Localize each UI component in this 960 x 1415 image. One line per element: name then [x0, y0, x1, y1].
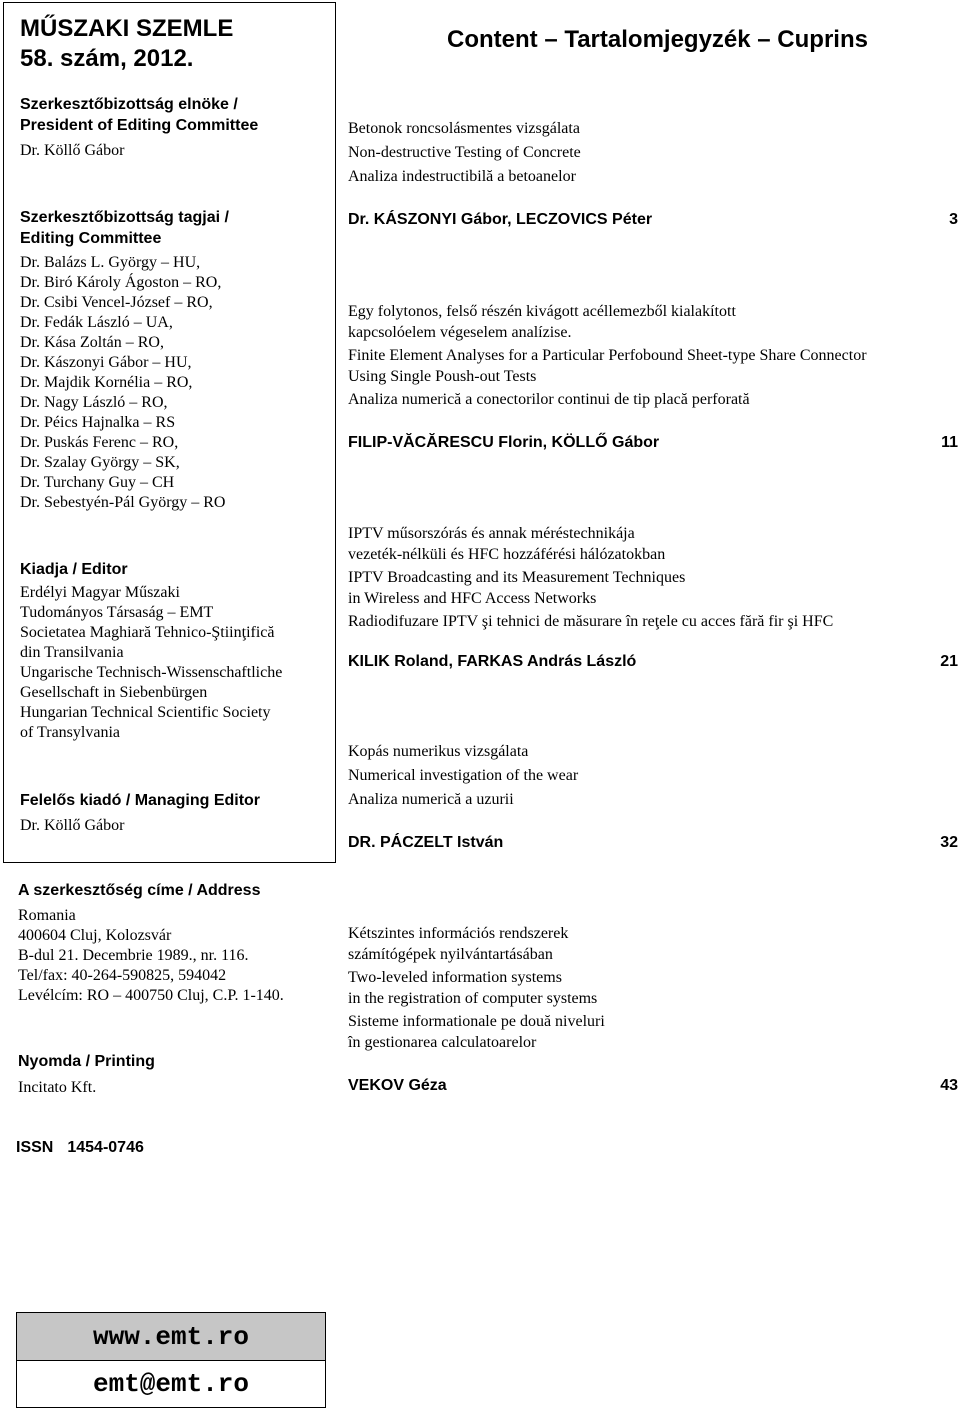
- toc-article: [348, 523, 960, 670]
- article-title: in the registration of computer systems: [348, 990, 598, 1007]
- article-authors-row: [348, 1077, 958, 1095]
- committee-member-list: [20, 253, 225, 513]
- masthead-box: [3, 2, 336, 863]
- article-page: 21: [940, 653, 958, 670]
- managing-editor-label: Felelős kiadó / Managing Editor: [20, 792, 261, 809]
- toc-heading: Content – Tartalomjegyzék – Cuprins: [447, 26, 868, 53]
- committee-member: Dr. Puskás Ferenc – RO,: [20, 434, 179, 451]
- article-title: Kétszintes információs rendszerek: [348, 925, 569, 942]
- article-title: Numerical investigation of the wear: [348, 767, 579, 784]
- article-title: Egy folytonos, felső részén kivágott acéllemezből kialakított: [348, 303, 736, 320]
- chair-name: Dr. Köllő Gábor: [20, 142, 125, 159]
- article-title: IPTV műsorszórás és annak méréstechnikája: [348, 525, 635, 542]
- article-title: Sisteme informationale pe două niveluri: [348, 1013, 605, 1030]
- chair-label: Szerkesztőbizottság elnöke / President of Editing Committee: [20, 96, 259, 134]
- website-link[interactable]: www.emt.ro: [17, 1313, 325, 1361]
- article-title: IPTV Broadcasting and its Measurement Techniques: [348, 569, 686, 586]
- article-title: kapcsolóelem végeselem analízise.: [348, 324, 572, 341]
- article-title: Non-destructive Testing of Concrete: [348, 144, 581, 161]
- committee-member: Dr. Fedák László – UA,: [20, 314, 173, 331]
- article-authors: VEKOV Géza: [348, 1077, 447, 1094]
- committee-member: Dr. Turchany Guy – CH: [20, 474, 175, 491]
- committee-member: Dr. Nagy László – RO,: [20, 394, 168, 411]
- article-authors: DR. PÁCZELT István: [348, 834, 504, 851]
- committee-member: Dr. Csibi Vencel-József – RO,: [20, 294, 213, 311]
- article-authors-row: [348, 834, 958, 852]
- committee-label: Szerkesztőbizottság tagjai / Editing Committee: [20, 209, 229, 247]
- issn-label: ISSN: [16, 1139, 54, 1156]
- committee-member: Dr. Balázs L. György – HU,: [20, 254, 201, 271]
- committee-member: Dr. Biró Károly Ágoston – RO,: [20, 274, 222, 291]
- printing-label: Nyomda / Printing: [18, 1053, 155, 1070]
- article-page: 43: [940, 1077, 958, 1094]
- article-page: 32: [940, 834, 958, 851]
- committee-member: Dr. Kása Zoltán – RO,: [20, 334, 164, 351]
- article-title: Analiza numerică a conectorilor continui de tip placă perforată: [348, 391, 750, 408]
- editor-details: Erdélyi Magyar Műszaki Tudományos Társaság – EMT Societatea Maghiară Tehnico-Ştiinţifică din Transilvania Ungarische Technisch-Wissenschaftliche Gesellschaft in Siebenbürgen Hungarian Technical Scientific Society of Transylvania: [20, 584, 283, 741]
- article-authors-row: [348, 211, 958, 229]
- toc-article: [348, 118, 960, 228]
- article-page: 11: [941, 434, 958, 451]
- managing-editor-name: Dr. Köllő Gábor: [20, 817, 125, 834]
- issn-number: 1454-0746: [67, 1139, 144, 1156]
- toc-article: [348, 741, 960, 851]
- article-authors-row: [348, 653, 958, 671]
- web-contact-box: [16, 1312, 326, 1408]
- journal-issue: 58. szám, 2012.: [20, 45, 194, 72]
- toc-article: [348, 923, 960, 1094]
- email-link[interactable]: emt@emt.ro: [17, 1361, 325, 1407]
- article-title: Radiodifuzare IPTV şi tehnici de măsurare în reţele cu acces fără fir şi HFC: [348, 613, 834, 630]
- article-title: vezeték-nélküli és HFC hozzáférési hálózatokban: [348, 546, 666, 563]
- article-authors-row: [348, 434, 958, 452]
- article-authors: KILIK Roland, FARKAS András László: [348, 653, 637, 670]
- address-label: A szerkesztőség címe / Address: [18, 882, 261, 899]
- issn: [16, 1139, 144, 1157]
- committee-member: Dr. Kászonyi Gábor – HU,: [20, 354, 192, 371]
- article-title: in Wireless and HFC Access Networks: [348, 590, 597, 607]
- committee-member: Dr. Szalay György – SK,: [20, 454, 180, 471]
- article-page: 3: [949, 211, 958, 228]
- article-title: Analiza indestructibilă a betoanelor: [348, 168, 576, 185]
- address-details: Romania 400604 Cluj, Kolozsvár B-dul 21. Decembrie 1989., nr. 116. Tel/fax: 40-264-590825, 594042 Levélcím: RO – 400750 Cluj, C.P. 1-140.: [18, 907, 284, 1004]
- article-title: în gestionarea calculatoarelor: [348, 1034, 537, 1051]
- article-title: Two-leveled information systems: [348, 969, 562, 986]
- article-title: számítógépek nyilvántartásában: [348, 946, 553, 963]
- article-title: Kopás numerikus vizsgálata: [348, 743, 529, 760]
- committee-member: Dr. Sebestyén-Pál György – RO: [20, 494, 226, 511]
- editor-label: Kiadja / Editor: [20, 561, 128, 578]
- committee-member: Dr. Majdik Kornélia – RO,: [20, 374, 193, 391]
- article-title: Analiza numerică a uzurii: [348, 791, 514, 808]
- article-title: Betonok roncsolásmentes vizsgálata: [348, 120, 580, 137]
- toc-article: [348, 301, 960, 451]
- printing-name: Incitato Kft.: [18, 1079, 97, 1096]
- committee-member: Dr. Péics Hajnalka – RS: [20, 414, 176, 431]
- journal-title: MŰSZAKI SZEMLE: [20, 15, 234, 42]
- article-title: Finite Element Analyses for a Particular Perfobound Sheet-type Share Connector: [348, 347, 867, 364]
- article-authors: FILIP-VĂCĂRESCU Florin, KÖLLŐ Gábor: [348, 434, 660, 451]
- article-title: Using Single Poush-out Tests: [348, 368, 537, 385]
- article-authors: Dr. KÁSZONYI Gábor, LECZOVICS Péter: [348, 211, 653, 228]
